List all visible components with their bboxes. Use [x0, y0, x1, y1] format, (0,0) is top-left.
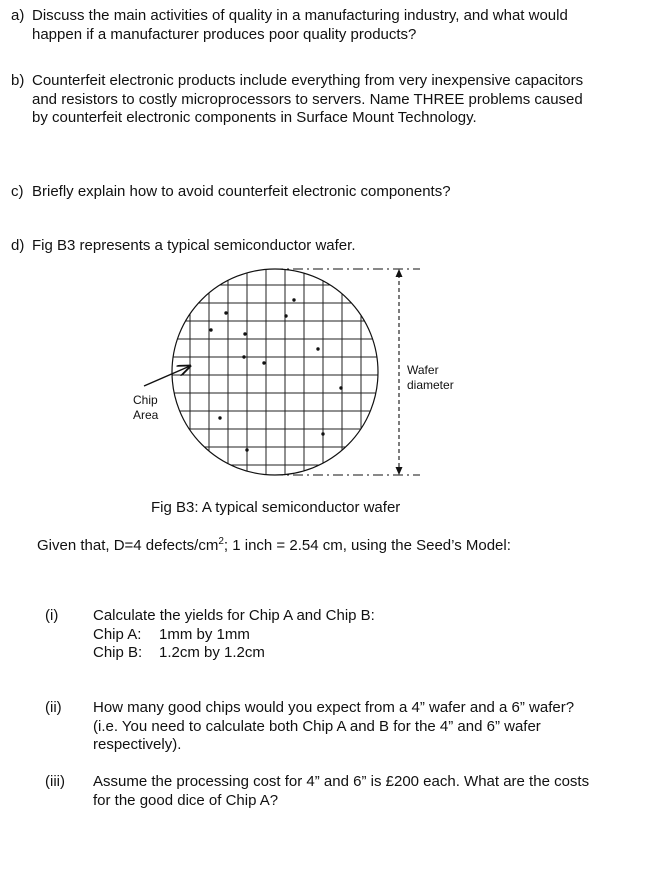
question-c-label: c) [11, 183, 24, 200]
wafer-outline [172, 269, 378, 475]
question-a-text: Discuss the main activities of quality in a manufacturing industry, and what would happen if a manufacturer produces poor quality products? [32, 7, 568, 43]
chip-a-size: 1mm by 1mm [159, 625, 250, 643]
question-c-text: Briefly explain how to avoid counterfeit electronic components? [32, 183, 451, 200]
given-statement [37, 537, 511, 556]
given-superscript: 2 [218, 536, 224, 547]
subquestion-ii-text: How many good chips would you expect from a 4” wafer and a 6” wafer? (i.e. You need to calculate both Chip A and B for the 4” and 6” wafer respectively). [93, 699, 575, 753]
subquestion-iii-label: (iii) [45, 773, 65, 790]
defect-dot [245, 448, 248, 451]
subquestion-i-text: Calculate the yields for Chip A and Chip B: [93, 607, 375, 624]
wafer-label-line1: Wafer [407, 363, 439, 377]
figure-caption: Fig B3: A typical semiconductor wafer [151, 499, 401, 516]
chip-b-name: Chip B: [93, 644, 143, 661]
defect-dot [316, 347, 319, 350]
subquestion-iii-text: Assume the processing cost for 4” and 6” is £200 each. What are the costs for the good dice of Chip A? [93, 773, 590, 809]
chip-b-line [93, 644, 603, 663]
defect-dot [242, 355, 245, 358]
chip-label-line1: Chip [133, 393, 158, 407]
question-b-label: b) [11, 72, 25, 89]
defect-dot [243, 332, 246, 335]
defect-dot [262, 361, 265, 364]
subquestion-ii-label: (ii) [45, 699, 62, 716]
given-suffix: ; 1 inch = 2.54 cm, using the Seed’s Model: [223, 537, 511, 554]
question-b-text: Counterfeit electronic products include everything from very inexpensive capacitors and resistors to costly microprocessors to servers. Name THREE problems caused by counterfeit electronic components in Surface Mount Technology. [32, 72, 584, 126]
defect-dot [224, 311, 227, 314]
wafer-label-line2: diameter [407, 378, 454, 392]
given-prefix: Given that, D=4 defects/cm [37, 537, 219, 554]
chip-a-line [93, 626, 603, 645]
defect-dot [209, 328, 212, 331]
defect-dot [292, 298, 295, 301]
diameter-dimension [396, 269, 403, 475]
chip-label-line2: Area [133, 408, 159, 422]
chip-a-name: Chip A: [93, 625, 142, 643]
chip-b-size: 1.2cm by 1.2cm [159, 644, 265, 661]
subquestion-i-label: (i) [45, 607, 59, 624]
wafer-grid [170, 265, 380, 480]
chip-area-arrow [144, 366, 190, 386]
defect-dot [284, 314, 287, 317]
defect-dot [339, 386, 342, 389]
defect-dot [321, 432, 324, 435]
question-d-label: d) [11, 237, 25, 254]
question-d-text: Fig B3 represents a typical semiconductor wafer. [32, 237, 356, 254]
defect-dot [218, 416, 221, 419]
question-a-label: a) [11, 7, 25, 24]
